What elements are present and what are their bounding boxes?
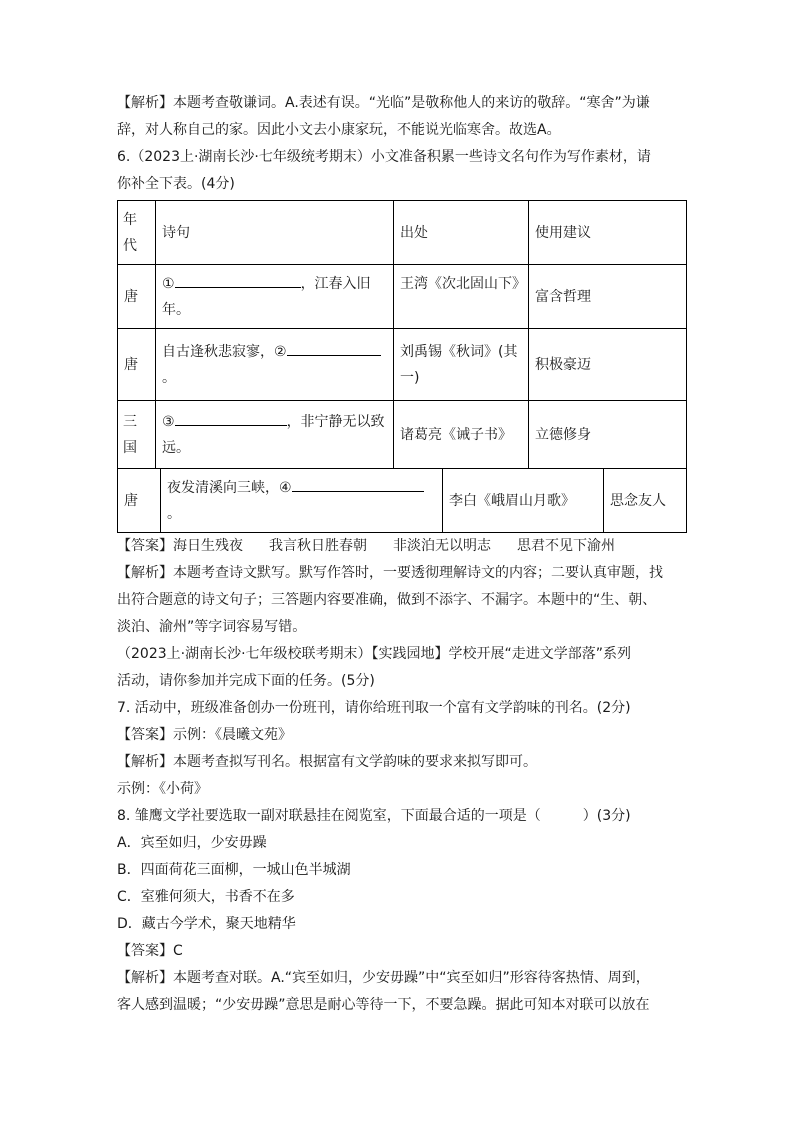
fill-blank[interactable]: [175, 271, 301, 288]
q8-option-a: A．宾至如归，少安毋躁: [117, 835, 267, 851]
advice-cell: 思念友人: [604, 469, 687, 533]
q5-analysis-line: 【解析】本题考查敬谦词。A.表述有误。“光临”是敬称他人的来访的敬辞。“寒舍”为谦: [117, 95, 650, 111]
answer-item: 我言秋日胜春朝: [269, 538, 367, 554]
verse-cell: [161, 469, 443, 533]
fill-blank[interactable]: [175, 409, 287, 426]
q7-answer: 【答案】示例：《晨曦文苑》: [117, 727, 292, 743]
q8-option-b: B．四面荷花三面柳，一城山色半城湖: [117, 862, 351, 878]
verse-text: 自古逢秋悲寂寥，②: [162, 343, 287, 360]
answer-label: 【答案】: [117, 538, 173, 554]
q6-analysis-line: 出符合题意的诗文句子；三答题内容要准确，做到不添字、不漏字。本题中的“生、朝、: [117, 592, 657, 608]
source-cell: 王湾《次北固山下》: [394, 265, 529, 329]
verse-text: 夜发清溪向三峡，④: [167, 479, 292, 496]
practice-intro: 活动，请你参加并完成下面的任务。(5分): [117, 673, 375, 689]
header-source: 出处: [394, 201, 529, 265]
q7-stem: 7. 活动中，班级准备创办一份班刊，请你给班刊取一个富有文学韵味的刊名。(2分): [117, 700, 631, 716]
source-cell: 诸葛亮《诫子书》: [394, 401, 529, 469]
q6-stem: 6.（2023上·湖南长沙·七年级统考期末）小文准备积累一些诗文名句作为写作素材，请: [117, 149, 651, 165]
verse-text: 。: [162, 369, 176, 386]
q8-option-d: D．藏古今学术，聚天地精华: [117, 916, 296, 932]
q7-analysis: 【解析】本题考查拟写刊名。根据富有文学韵味的要求来拟写即可。: [117, 754, 537, 770]
answer-item: 思君不见下渝州: [517, 538, 615, 554]
answer-item: 海日生残夜: [173, 538, 243, 554]
era-cell: 唐: [118, 265, 156, 329]
header-era: 年代: [118, 201, 156, 265]
table-row: [118, 401, 687, 469]
source-cell: 刘禹锡《秋词》(其一): [394, 329, 529, 401]
practice-intro: （2023上·湖南长沙·七年级校联考期末）【实践园地】学校开展“走进文学部落”系列: [117, 646, 632, 662]
q7-example: 示例：《小荷》: [117, 781, 208, 797]
verse-text: ，江春入旧年。: [162, 276, 371, 318]
q6-answer: [117, 533, 687, 560]
verse-text: 。: [167, 505, 181, 522]
verse-cell: [156, 329, 394, 401]
document-page: [117, 90, 687, 1019]
poetry-table: [117, 200, 687, 469]
fill-blank[interactable]: [292, 475, 424, 492]
table-row: [118, 265, 687, 329]
q8-analysis-line: 客人感到温暖；“少安毋躁”意思是耐心等待一下，不要急躁。据此可知本对联可以放在: [117, 997, 650, 1013]
blank-number: ③: [162, 413, 175, 430]
source-cell: 李白《峨眉山月歌》: [443, 469, 604, 533]
q6-analysis-line: 【解析】本题考查诗文默写。默写作答时，一要透彻理解诗文的内容；二要认真审题，找: [117, 565, 663, 581]
header-verse: 诗句: [156, 201, 394, 265]
q5-analysis-line: 辞，对人称自己的家。因此小文去小康家玩，不能说光临寒舍。故选A。: [117, 122, 561, 138]
verse-cell: [156, 401, 394, 469]
header-advice: 使用建议: [529, 201, 687, 265]
table-header-row: [118, 201, 687, 265]
advice-cell: 立德修身: [529, 401, 687, 469]
answer-item: 非淡泊无以明志: [393, 538, 491, 554]
fill-blank[interactable]: [287, 339, 381, 356]
poetry-table-last-row: [117, 468, 687, 533]
table-row: [118, 469, 687, 533]
table-row: [118, 329, 687, 401]
verse-text: ，非宁静无以致远。: [162, 413, 385, 456]
blank-number: ①: [162, 276, 175, 292]
q6-stem: 你补全下表。(4分): [117, 176, 235, 192]
q8-analysis-line: 【解析】本题考查对联。A.“宾至如归，少安毋躁”中“宾至如归”形容待客热情、周到，: [117, 970, 650, 986]
q8-stem: 8. 雏鹰文学社要选取一副对联悬挂在阅览室，下面最合适的一项是（ ）(3分): [117, 808, 631, 824]
era-cell: 唐: [118, 329, 156, 401]
advice-cell: 富含哲理: [529, 265, 687, 329]
era-cell: 唐: [118, 469, 161, 533]
era-cell: 三国: [118, 401, 156, 469]
q6-analysis-line: 淡泊、渝州”等字词容易写错。: [117, 619, 307, 635]
advice-cell: 积极豪迈: [529, 329, 687, 401]
q8-option-c: C．室雅何须大，书香不在多: [117, 889, 295, 905]
q8-answer: 【答案】C: [117, 943, 183, 959]
verse-cell: [156, 265, 394, 329]
